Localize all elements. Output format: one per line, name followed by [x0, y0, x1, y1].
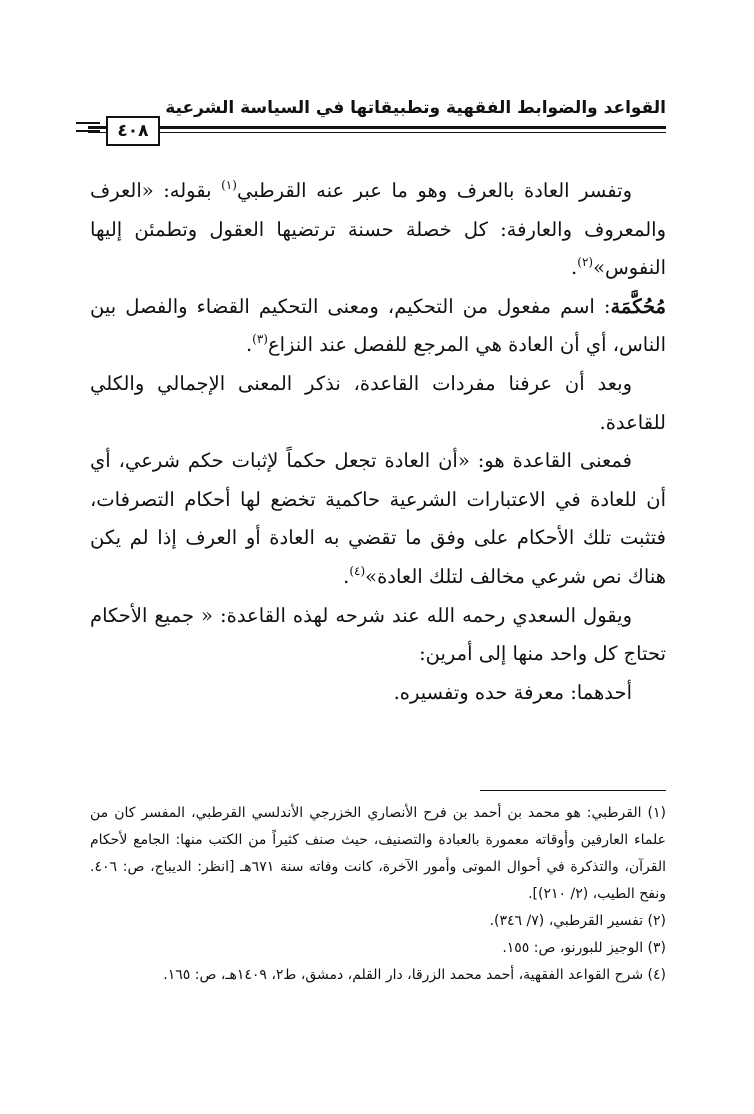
- paragraph-text: : اسم مفعول من التحكيم، ومعنى التحكيم القضاء والفصل بين الناس، أي أن العادة هي المرجع للفصل عند النزاع: [90, 294, 666, 357]
- footnote-4: (٤) شرح القواعد الفقهية، أحمد محمد الزرقا، دار القلم، دمشق، ط٢، ١٤٠٩هـ، ص: ١٦٥.: [163, 967, 666, 983]
- footnote-ref-4: (٤): [349, 563, 366, 578]
- footnote-ref-2: (٢): [577, 255, 594, 270]
- paragraph-saadi-quote: ويقول السعدي رحمه الله عند شرحه لهذه القاعدة: « جميع الأحكام تحتاج كل واحد منها إلى أمرين:: [90, 603, 666, 666]
- main-text: [90, 172, 666, 712]
- paragraph-end: .: [245, 333, 253, 357]
- footnote-separator: [480, 790, 666, 791]
- paragraph-text: فمعنى القاعدة هو: «أن العادة تجعل حكماً لإثبات حكم شرعي، أي أن للعادة في الاعتبارات الشرعية حاكمية تخضع لها أحكام التصرفات، فتثبت تلك الأحكام على وفق ما تقضي به العادة أو العرف إذا لم يكن هناك نص شرعي مخالف لتلك العادة»: [90, 449, 666, 588]
- footnote-3: (٣) الوجيز للبورنو، ص: ١٥٥.: [502, 940, 666, 956]
- footnote-ref-3: (٣): [252, 332, 268, 347]
- footnote-2: (٢) تفسير القرطبي، (٧/ ٣٤٦).: [489, 913, 666, 929]
- paragraph-transition: وبعد أن عرفنا مفردات القاعدة، نذكر المعنى الإجمالي والكلي للقاعدة.: [90, 371, 666, 434]
- paragraph-rule-meaning: [90, 442, 666, 596]
- paragraph-urf-definition: [90, 172, 666, 288]
- paragraph-text: بقوله: «العرف والمعروف والعارفة: كل خصلة حسنة ترتضيها العقول وتطمئن إليها النفوس»: [90, 179, 666, 280]
- defined-term: مُحُكَّمَة: [610, 294, 666, 318]
- header-dash-ornament: [76, 122, 100, 124]
- paragraph-text: وتفسر العادة بالعرف وهو ما عبر عنه القرطبي: [236, 179, 632, 202]
- footnote-ref-1: (١): [221, 178, 237, 192]
- footnote-1: (١) القرطبي: هو محمد بن أحمد بن فرح الأنصاري الخزرجي الأندلسي القرطبي، المفسر كان من علماء العارفين وأوقاته معمورة بالعبادة والتصنيف، حيث صنف كثيراً من الكتب منها: الجامع لأحكام القرآن، والتذكرة في أحوال الموتى وأمور الآخرة، كانت وفاته سنة ٦٧١هـ [انظر: الديباج، ص: ٤٠٦. ونفح الطيب، (٢/ ٢١٠)].: [90, 805, 666, 902]
- footnotes: [90, 800, 666, 989]
- header-dash-ornament: [76, 130, 100, 132]
- paragraph-end: .: [343, 564, 350, 588]
- paragraph-muhakkama: [90, 288, 666, 365]
- paragraph-end: .: [571, 256, 578, 280]
- header-rule-thin: [88, 132, 666, 133]
- paragraph-first-matter: أحدهما: معرفة حده وتفسيره.: [393, 680, 632, 704]
- header-rule-thick: [88, 126, 666, 129]
- page-number: ٤٠٨: [106, 116, 160, 146]
- running-header: [88, 96, 666, 150]
- running-header-title: القواعد والضوابط الفقهية وتطبيقاتها في السياسة الشرعية: [165, 98, 666, 118]
